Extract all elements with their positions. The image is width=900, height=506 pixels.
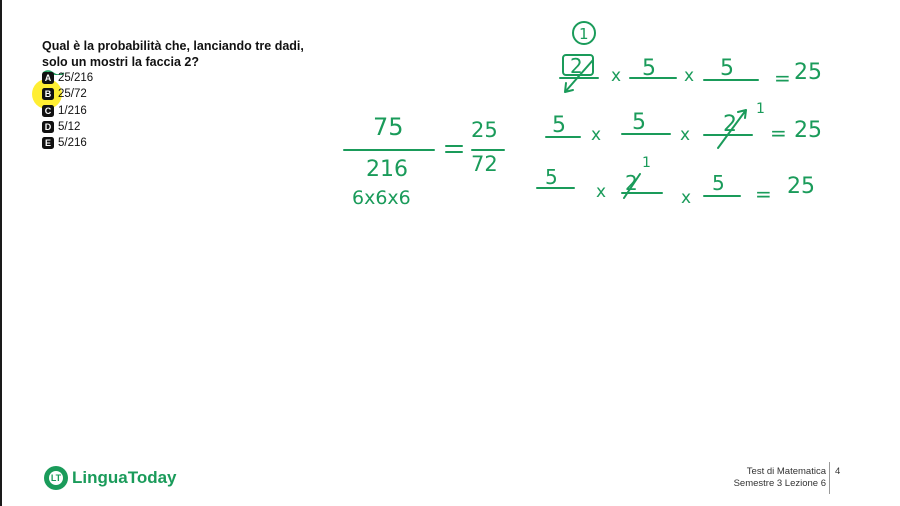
course-lesson: Semestre 3 Lezione 6: [733, 478, 826, 489]
row1-result: 25: [794, 60, 822, 85]
row1-times-2: x: [684, 66, 695, 86]
row3-times-1: x: [596, 182, 607, 202]
course-title: Test di Matematica: [746, 466, 826, 477]
row3-n3: 5: [712, 171, 725, 195]
option-c-text: 1/216: [58, 104, 87, 117]
row2-equals: =: [770, 121, 787, 145]
question-line-2: solo un mostri la faccia 2?: [42, 55, 199, 69]
row2-n1: 5: [552, 113, 566, 138]
logo-mark-icon: [44, 466, 68, 490]
option-d-text: 5/12: [58, 121, 81, 134]
big-frac-note: 6x6x6: [352, 187, 411, 209]
option-e-badge: E: [42, 137, 54, 149]
big-frac-num: 75: [373, 113, 404, 141]
row3-n1: 5: [545, 165, 558, 189]
big-frac-den: 216: [366, 157, 408, 182]
row2-sup: 1: [756, 101, 765, 117]
option-b[interactable]: [42, 86, 93, 102]
row3-equals: =: [755, 182, 772, 206]
row2-times-1: x: [591, 125, 602, 145]
row1-times-1: x: [611, 66, 622, 86]
circled-one: 1: [579, 25, 589, 43]
page-number: 4: [835, 466, 841, 477]
reduced-frac-num: 25: [471, 118, 498, 142]
row2-times-2: x: [680, 125, 691, 145]
row1-n1: 2: [570, 54, 583, 78]
option-a-badge: A: [42, 72, 54, 84]
row3-times-2: x: [681, 188, 692, 208]
option-b-text: 25/72: [58, 88, 87, 101]
option-a-text: 25/216: [58, 72, 94, 85]
question-line-1: Qual è la probabilità che, lanciando tre dadi,: [42, 39, 304, 53]
option-a[interactable]: [42, 70, 93, 86]
row2-n3: 2: [723, 112, 737, 137]
row1-n3: 5: [720, 56, 734, 81]
option-b-badge: B: [42, 88, 54, 100]
row3-n2: 2: [625, 171, 638, 195]
logo-mark-text: LT: [50, 473, 62, 483]
option-c-badge: C: [42, 105, 54, 117]
option-c[interactable]: [42, 103, 93, 119]
logo-text: LinguaToday: [72, 468, 177, 487]
row1-equals: =: [774, 66, 791, 90]
footer-divider: [829, 462, 830, 494]
brand-logo: [44, 466, 177, 490]
row3-result: 25: [787, 174, 815, 199]
answer-options: [42, 70, 93, 151]
row2-n2: 5: [632, 110, 646, 135]
course-info: [734, 466, 826, 490]
option-e-text: 5/216: [58, 137, 87, 150]
row2-result: 25: [794, 118, 822, 143]
reduced-frac-den: 72: [471, 152, 498, 176]
option-d-badge: D: [42, 121, 54, 133]
row1-n2: 5: [642, 56, 656, 81]
row3-sup: 1: [642, 155, 651, 171]
